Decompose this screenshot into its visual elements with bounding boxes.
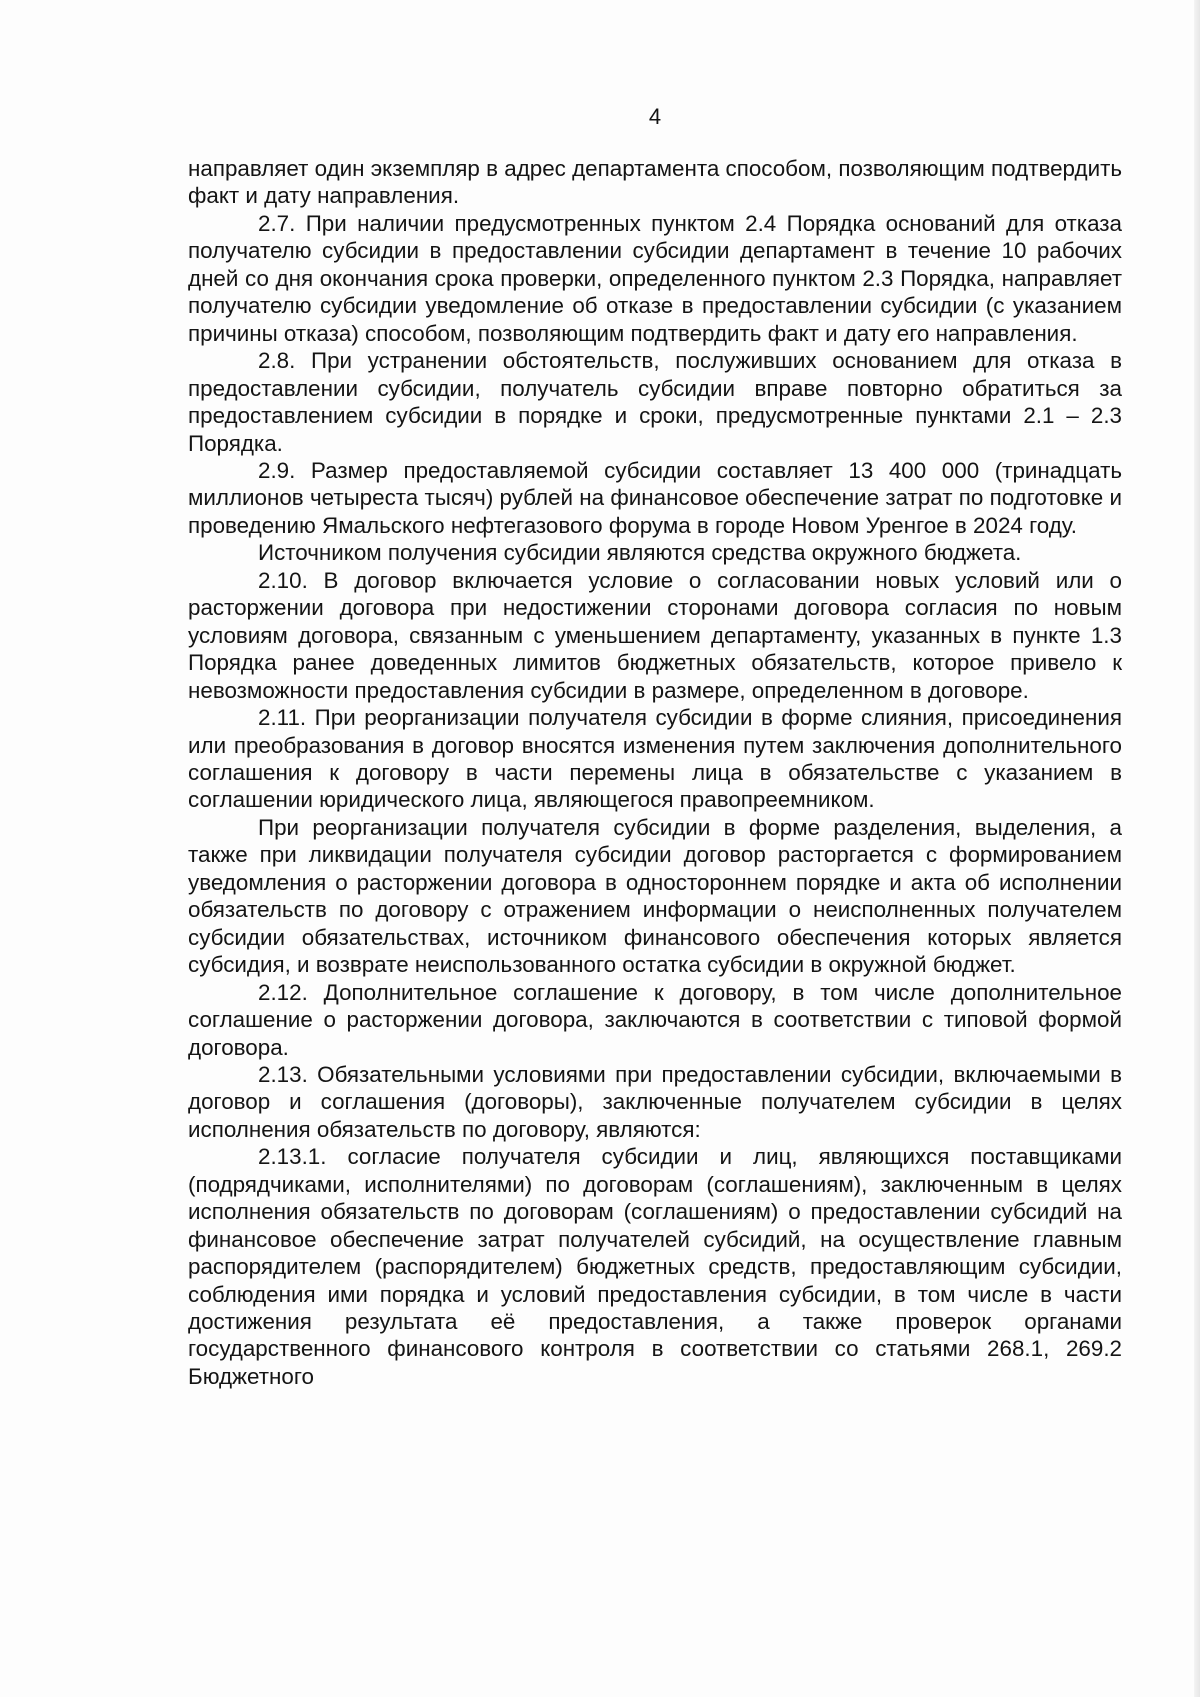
page-edge-shadow (1194, 0, 1200, 1697)
page-number: 4 (648, 104, 662, 129)
paragraph-2-10: 2.10. В договор включается условие о согласовании новых условий или о расторжении договора при недостижении сторонами договора согласия по новым условиям договора, связанным с уменьшением департаменту, указанных в пункте 1.3 Порядка ранее доведенных лимитов бюджетных обязательств, которое привело к невозможности предоставления субсидии в размере, определенном в договоре. (188, 567, 1122, 703)
paragraph-2-13-1: 2.13.1. согласие получателя субсидии и лиц, являющихся поставщиками (подрядчиками, исполнителями) по договорам (соглашениям), заключенным в целях исполнения обязательств по договорам (соглашениям) о предоставлении субсидий на финансовое обеспечение затрат получателей субсидий, на осуществление главным распорядителем (распорядителем) бюджетных средств, предоставляющим субсидии, соблюдения ими порядка и условий предоставления субсидии, в том числе в части достижения результата её предоставления, а также проверок органами государственного финансового контроля в соответствии со статьями 268.1, 269.2 Бюджетного (188, 1144, 1122, 1389)
paragraph-2-13: 2.13. Обязательными условиями при предоставлении субсидии, включаемыми в договор и соглашения (договоры), заключенные получателем субсидии в целях исполнения обязательств по договору, являются: (188, 1061, 1122, 1142)
paragraph-2-9: 2.9. Размер предоставляемой субсидии составляет 13 400 000 (тринадцать миллионов четыреста тысяч) рублей на финансовое обеспечение затрат по подготовке и проведению Ямальского нефтегазового форума в городе Новом Уренгое в 2024 году. (188, 457, 1122, 538)
paragraph-continuation: направляет один экземпляр в адрес департамента способом, позволяющим подтвердить факт и дату направления. (188, 156, 1122, 209)
paragraph-2-11: 2.11. При реорганизации получателя субсидии в форме слияния, присоединения или преобразования в договор вносятся изменения путем заключения дополнительного соглашения к договору в части перемены лица в обязательстве с указанием в соглашении юридического лица, являющегося правопреемником. (188, 705, 1122, 813)
paragraph-2-7: 2.7. При наличии предусмотренных пунктом 2.4 Порядка оснований для отказа получателю субсидии в предоставлении субсидии департамент в течение 10 рабочих дней со дня окончания срока проверки, определенного пунктом 2.3 Порядка, направляет получателю субсидии уведомление об отказе в предоставлении субсидии (с указанием причины отказа) способом, позволяющим подтвердить факт и дату его направления. (188, 210, 1122, 346)
paragraph-reorganization: При реорганизации получателя субсидии в форме разделения, выделения, а также при ликвидации получателя субсидии договор расторгается с формированием уведомления о расторжении договора в одностороннем порядке и акта об исполнении обязательств по договору с отражением информации о неисполненных получателем субсидии обязательствах, источником финансового обеспечения которых является субсидия, и возврате неиспользованного остатка субсидии в окружной бюджет. (188, 814, 1122, 978)
paragraph-2-12: 2.12. Дополнительное соглашение к договору, в том числе дополнительное соглашение о расторжении договора, заключаются в соответствии с типовой формой договора. (188, 979, 1122, 1060)
paragraph-funding-source: Источником получения субсидии являются средства окружного бюджета. (258, 540, 1022, 566)
document-body (188, 155, 1122, 1390)
paragraph-2-8: 2.8. При устранении обстоятельств, послуживших основанием для отказа в предоставлении субсидии, получатель субсидии вправе повторно обратиться за предоставлением субсидии в порядке и сроки, предусмотренные пунктами 2.1 – 2.3 Порядка. (188, 348, 1122, 456)
